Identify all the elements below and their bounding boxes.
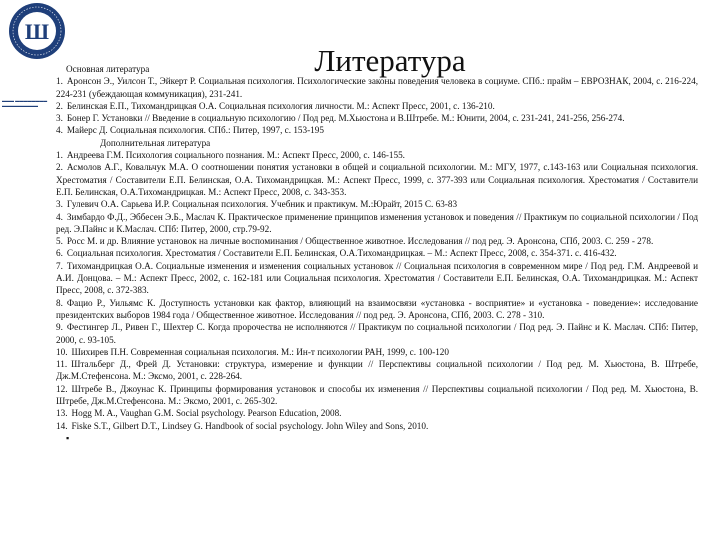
additional-literature-item-number: 10. — [56, 346, 68, 357]
additional-literature-item — [56, 198, 698, 210]
additional-literature-item — [56, 383, 698, 408]
main-literature-item — [56, 124, 698, 136]
additional-literature-item — [56, 420, 698, 432]
main-literature-item-text: Бонер Г. Установки // Введение в социальную психологию / Под ред. М.Хьюстона и В.Штребе. М.: Юнити, 2004, с. 231-241, 241-256, 256-274. — [66, 113, 625, 124]
additional-literature-item — [56, 235, 698, 247]
main-literature-item-text: Аронсон Э., Уилсон Т., Эйкерт Р. Социальная психология. Психологические законы поведения человека в социуме. СПб.: прайм – ЕВРОЗНАК, 2004, с. 216-224, 224-231 (убеждающая коммуникация), 231-241. — [56, 76, 698, 99]
additional-literature-item-text: Hogg M. A., Vaughan G.M. Social psychology. Pearson Education, 2008. — [71, 408, 342, 419]
main-literature-item — [56, 112, 698, 124]
bibliography — [56, 63, 698, 444]
additional-literature-item-text: Андреева Г.М. Психология социального познания. М.: Аспект Пресс, 2000, с. 146-155. — [66, 150, 405, 161]
additional-literature-item — [56, 407, 698, 419]
main-literature-item-number: 3. — [56, 113, 63, 124]
additional-literature-item — [56, 211, 698, 236]
main-literature-item-number: 1. — [56, 76, 63, 87]
additional-literature-item-number: 6. — [56, 248, 63, 259]
additional-literature-item-text: Гулевич О.А. Сарьева И.Р. Социальная психология. Учебник и практикум. М.:Юрайт, 2015 С. 63-83 — [66, 199, 458, 210]
trailing-bullet: ▪ — [66, 432, 70, 443]
additional-literature-item-text: Росс М. и др. Влияние установок на личные воспоминания / Общественное животное. Исследования // под ред. Э. Аронсона, СПб, 2003. С. 259 - 278. — [66, 236, 654, 247]
additional-literature-item-number: 8. — [56, 297, 63, 308]
additional-literature-item-text: Социальная психология. Хрестоматия / Составители Е.П. Белинская, О.А.Тихомандрицкая. – М.: Аспект Пресс, 2008, с. 354-371. с. 416-432. — [66, 248, 617, 259]
main-literature-item-text: Белинская Е.П., Тихомандрицкая О.А. Социальная психология личности. М.: Аспект Пресс, 2001, с. 136-210. — [66, 100, 495, 111]
main-literature-item-text: Майерс Д. Социальная психология. СПб.: Питер, 1997, с. 153-195 — [66, 125, 324, 136]
additional-literature-item — [56, 260, 698, 297]
additional-literature-item-number: 14. — [56, 420, 68, 431]
additional-literature-item — [56, 358, 698, 383]
main-literature-item-number: 4. — [56, 125, 63, 136]
additional-literature-item-text: Шихирев П.Н. Современная социальная психология. М.: Ин-т психологии РАН, 1999, с. 100-120 — [71, 346, 449, 357]
main-literature-item — [56, 75, 698, 100]
additional-literature-item — [56, 297, 698, 322]
main-literature-item-number: 2. — [56, 100, 63, 111]
additional-literature-item — [56, 161, 698, 198]
additional-literature-item-number: 1. — [56, 150, 63, 161]
additional-literature-item-number: 13. — [56, 408, 68, 419]
additional-literature-item-text: Зимбардо Ф.Д., Эббесен Э.Б., Маслач К. Практическое применение принципов изменения установок и поведения // Практикум по социальной психологии / Под ред. Э.Пайнс и К.Маслач. СПб: Питер, 2000, стр.79-92. — [56, 211, 698, 234]
additional-literature-item-text: Штальберг Д., Фрей Д. Установки: структура, измерение и функции // Перспективы социальной психологии / Под ред. М. Хьюстона, В. Штребе, Дж.М.Стефенсона. М.: Эксмо, 2001, с. 228-264. — [56, 359, 698, 382]
additional-literature-list — [56, 149, 698, 432]
svg-text:Ш: Ш — [24, 19, 50, 44]
additional-literature-item-text: Асмолов А.Г., Ковальчук М.А. О соотношении понятия установки в общей и социальной психологии. М.: МГУ, 1977, с.143-163 или Социальная психология. Хрестоматия / Составители Е.П. Белинская, О.А. Тихомандрицкая. М.: Аспект Пресс, 1999, с. 377-393 или Социальная психология. Хрестоматия / Составители Е.П. Белинская, О.А.Тихомандрицкая. М.: Аспект Пресс, 2008, с. 343-353. — [56, 162, 698, 197]
main-literature-heading: Основная литература — [66, 64, 150, 74]
additional-literature-item-text: Фацио Р., Уильямс К. Доступность установки как фактор, влияющий на взаимосвязи «установка - восприятие» и «установка - поведение»: исследование президентских выборов 1984 года / Общественное животное. Исследования // под ред. Э. Аронсона, СПб, 2003. С. 278 - 310. — [56, 297, 698, 320]
additional-literature-item-text: Fiske S.T., Gilbert D.T., Lindsey G. Handbook of social psychology. John Wiley and Sons, 2010. — [71, 420, 429, 431]
additional-literature-item-number: 9. — [56, 322, 63, 333]
additional-literature-item-number: 2. — [56, 162, 63, 173]
logo-caption: ▬▬▬ ▬▬▬▬▬▬▬▬ ▬▬▬▬▬▬▬▬▬ — [2, 98, 48, 108]
page-title: Литература — [314, 42, 466, 78]
additional-literature-item — [56, 346, 698, 358]
additional-literature-item-number: 11. — [56, 359, 68, 370]
additional-literature-heading: Дополнительная литература — [100, 137, 211, 148]
additional-literature-item-text: Тихомандрицкая О.А. Социальные изменения и изменения социальных установок // Социальная психология в современном мире / Под ред. Г.М. Андреевой и А.И. Донцова. – М.: Аспект Пресс, 2002, с. 162-181 или Социальная психология. Хрестоматия / Составители Е.П. Белинская, О.А. Тихомандрицкая. М.: Аспект Пресс, 2008, с. 372-383. — [56, 260, 698, 296]
additional-literature-item — [56, 321, 698, 346]
main-literature-item — [56, 100, 698, 112]
additional-literature-item — [56, 149, 698, 161]
additional-literature-item-text: Штребе В., Джоунас К. Принципы формирования установок и способы их изменения // Перспективы социальной психологии / Под ред. М. Хьюстона, В. Штребе, Дж.М.Стефенсона. М.: Эксмо, 2001, с. 265-302. — [56, 383, 698, 407]
additional-literature-item-text: Фестингер Л., Ривен Г., Шехтер С. Когда пророчества не исполняются // Практикум по социальной психологии / Под ред. Э. Пайнс и К. Маслач. СПб: Питер, 2000, с. 93-105. — [56, 322, 698, 345]
additional-literature-item-number: 7. — [56, 260, 63, 271]
additional-literature-item-number: 5. — [56, 236, 63, 247]
main-literature-list — [56, 75, 698, 136]
additional-literature-item-number: 12. — [56, 383, 68, 394]
additional-literature-item-number: 3. — [56, 199, 63, 210]
additional-literature-item — [56, 247, 698, 259]
additional-literature-item-number: 4. — [56, 211, 63, 222]
